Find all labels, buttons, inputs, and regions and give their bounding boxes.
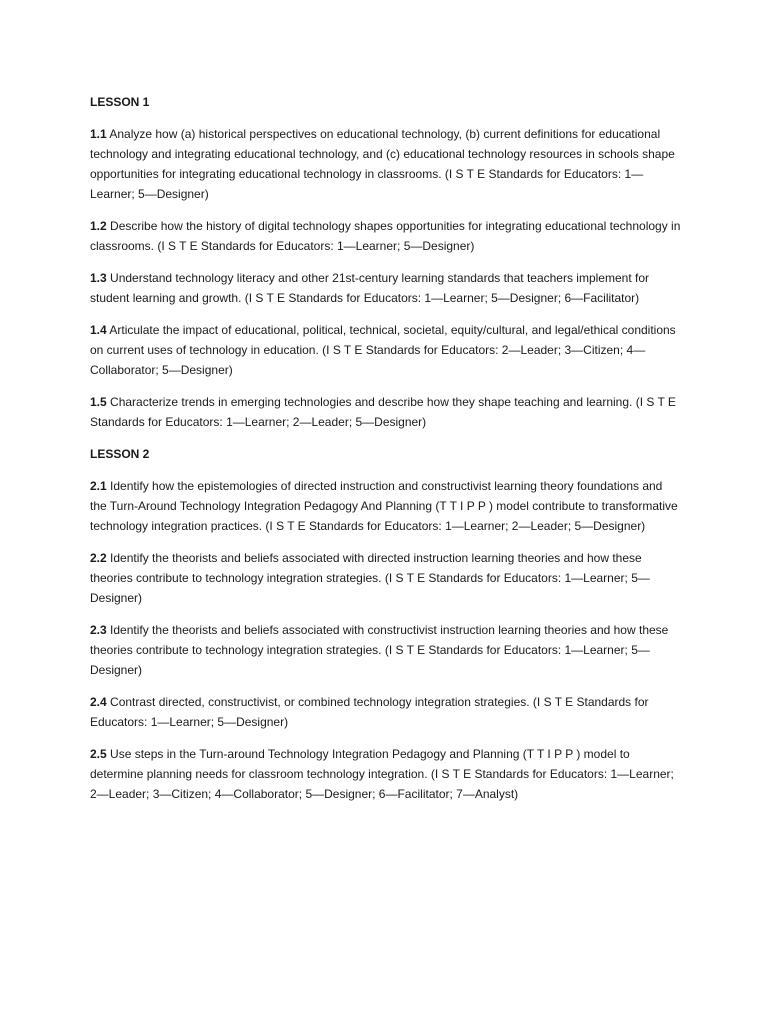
objective-text: Contrast directed, constructivist, or combined technology integration strategies. (I S T E Standards for Educators: 1—Learner; 5—Designer)	[90, 695, 649, 729]
objective-1-2	[90, 216, 682, 256]
objective-text: Identify how the epistemologies of directed instruction and constructivist learning theory foundations and the Turn-Around Technology Integration Pedagogy And Planning (T T I P P ) model contribute to transformative technology integration practices. (I S T E Standards for Educators: 1—Learner; 2—Leader; 5—Designer)	[90, 479, 678, 533]
lesson-section	[90, 92, 682, 432]
objective-number: 2.2	[90, 551, 107, 565]
lesson-heading: LESSON 2	[90, 447, 150, 461]
objective-1-4	[90, 320, 682, 380]
objective-text: Describe how the history of digital technology shapes opportunities for integrating educational technology in classrooms. (I S T E Standards for Educators: 1—Learner; 5—Designer)	[90, 219, 681, 253]
objective-number: 1.4	[90, 323, 107, 337]
objective-2-2	[90, 548, 682, 608]
objective-number: 2.3	[90, 623, 107, 637]
objective-1-3	[90, 268, 682, 308]
objective-number: 1.5	[90, 395, 107, 409]
objective-2-4	[90, 692, 682, 732]
objective-text: Identify the theorists and beliefs associated with constructivist instruction learning theories and how these theories contribute to technology integration strategies. (I S T E Standards for Educators: 1—Learner; 5—Designer)	[90, 623, 669, 677]
objective-number: 2.5	[90, 747, 107, 761]
document-page	[90, 92, 682, 816]
objective-text: Use steps in the Turn-around Technology Integration Pedagogy and Planning (T T I P P ) model to determine planning needs for classroom technology integration. (I S T E Standards for Educators: 1—Learner; 2—Leader; 3—Citizen; 4—Collaborator; 5—Designer; 6—Facilitator; 7—Analyst)	[90, 747, 674, 801]
objective-number: 2.4	[90, 695, 107, 709]
objective-text: Analyze how (a) historical perspectives on educational technology, (b) current definitions for educational technology and integrating educational technology, and (c) educational technology resources in schools shape opportunities for integrating educational technology in classrooms. (I S T E Standards for Educators: 1—Learner; 5—Designer)	[90, 127, 675, 201]
objective-number: 1.2	[90, 219, 107, 233]
objective-2-5	[90, 744, 682, 804]
lesson-section	[90, 444, 682, 804]
objective-text: Characterize trends in emerging technologies and describe how they shape teaching and learning. (I S T E Standards for Educators: 1—Learner; 2—Leader; 5—Designer)	[90, 395, 676, 429]
objective-text: Understand technology literacy and other 21st-century learning standards that teachers implement for student learning and growth. (I S T E Standards for Educators: 1—Learner; 5—Designer; 6—Facilitator)	[90, 271, 649, 305]
objective-text: Identify the theorists and beliefs associated with directed instruction learning theories and how these theories contribute to technology integration strategies. (I S T E Standards for Educators: 1—Learner; 5—Designer)	[90, 551, 650, 605]
objective-number: 1.3	[90, 271, 107, 285]
objective-number: 1.1	[90, 127, 107, 141]
objective-text: Articulate the impact of educational, political, technical, societal, equity/cultural, and legal/ethical conditions on current uses of technology in education. (I S T E Standards for Educators: 2—Leader; 3—Citizen; 4—Collaborator; 5—Designer)	[90, 323, 676, 377]
objective-2-1	[90, 476, 682, 536]
lesson-heading: LESSON 1	[90, 95, 150, 109]
objective-number: 2.1	[90, 479, 107, 493]
objective-2-3	[90, 620, 682, 680]
objective-1-1	[90, 124, 682, 204]
objective-1-5	[90, 392, 682, 432]
